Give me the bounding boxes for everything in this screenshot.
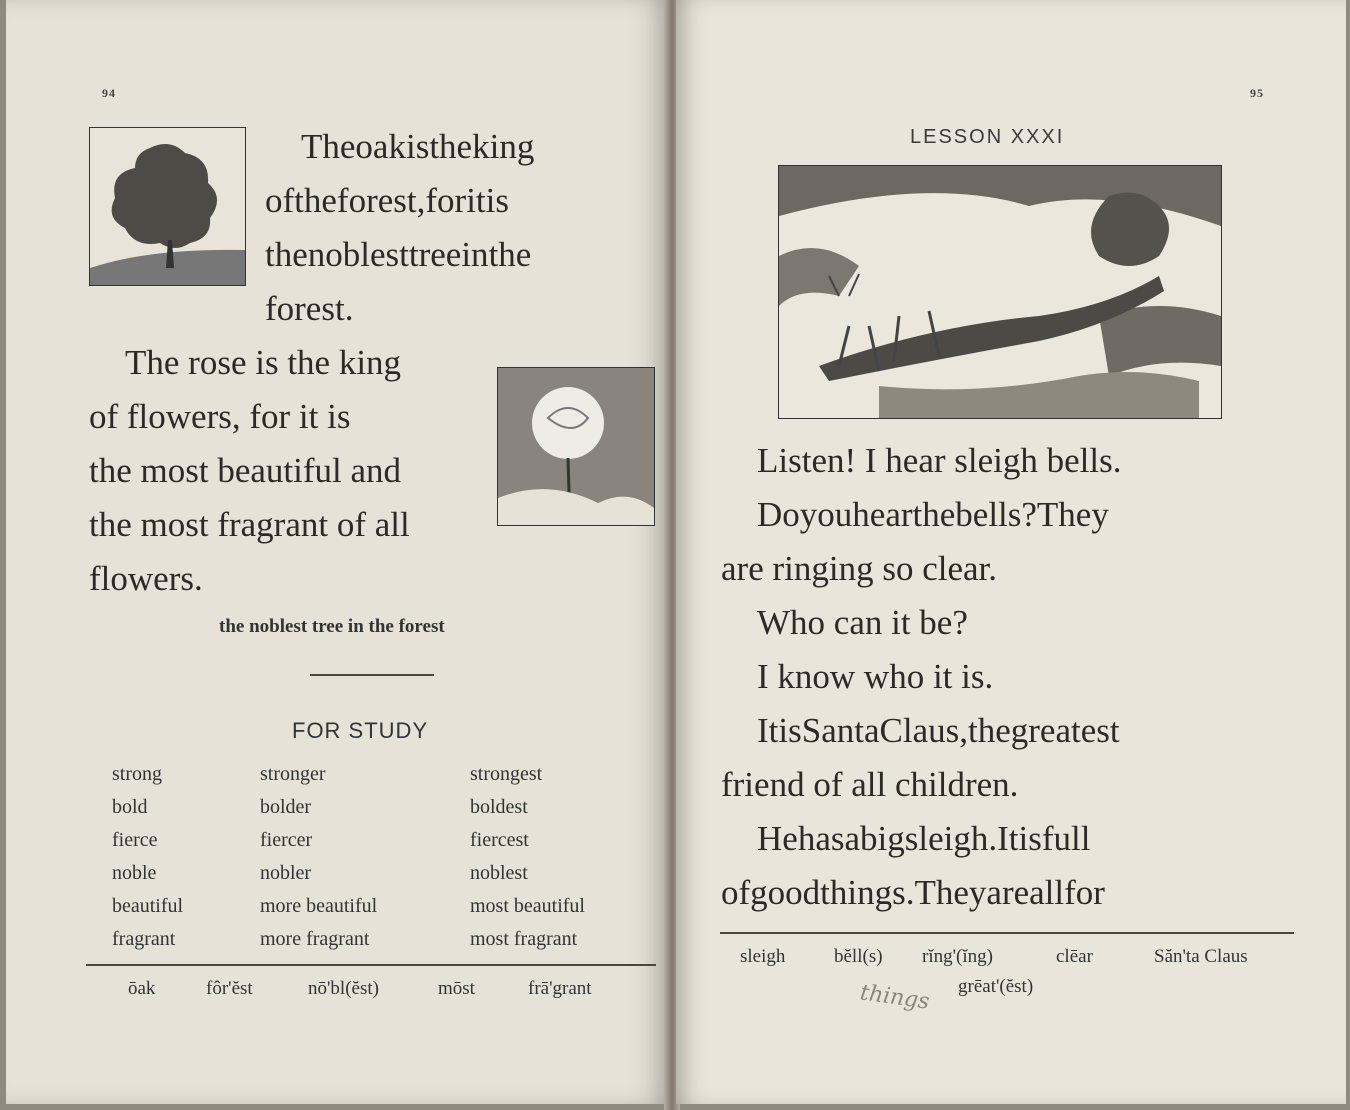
text-line: friend of all children. (721, 765, 1019, 804)
page-number: 94 (102, 86, 116, 100)
study-column (112, 758, 183, 956)
text-line: are ringing so clear. (721, 549, 998, 588)
section-heading: FOR STUDY (292, 718, 429, 743)
pronunciation-word: frā'grant (528, 978, 592, 999)
text-line: thenoblesttreeinthe (265, 235, 532, 274)
pronunciation-word: ōak (128, 978, 156, 999)
divider (310, 674, 434, 676)
text-line: the most fragrant of all (89, 505, 410, 544)
text-line: Doyouhearthebells?They (757, 495, 1109, 534)
caption: the noblest tree in the forest (219, 616, 445, 637)
word: noblest (470, 862, 528, 884)
pronunciation-word: mōst (438, 978, 475, 999)
text-line: I know who it is. (757, 657, 994, 696)
text-line: Who can it be? (757, 603, 968, 642)
footer-rule (86, 964, 656, 966)
word: boldest (470, 796, 528, 818)
text-line: ofgoodthings.Theyareallfor (721, 873, 1105, 912)
pronunciation-word: clēar (1056, 946, 1093, 967)
word: most fragrant (470, 928, 578, 950)
text-line: Listen! I hear sleigh bells. (757, 441, 1122, 480)
rose-paragraph (89, 336, 479, 606)
word: stronger (260, 763, 326, 785)
text-line: Theoakistheking (301, 127, 535, 166)
text-line: The rose is the king (125, 343, 402, 382)
page-number: 95 (1250, 86, 1264, 100)
handwritten-note: things (858, 980, 931, 1015)
word: fiercer (260, 829, 313, 851)
pronunciation-word: fôr'ĕst (206, 978, 253, 999)
text-line: ItisSantaClaus,thegreatest (757, 711, 1120, 750)
rose-illustration (497, 367, 655, 526)
pronunciation-word: grēat'(ĕst) (958, 976, 1034, 997)
word: beautiful (112, 895, 184, 917)
word: more beautiful (260, 895, 378, 917)
text-line: the most beautiful and (89, 451, 402, 490)
word: fragrant (112, 928, 176, 950)
word: more fragrant (260, 928, 370, 950)
word: strong (112, 763, 162, 785)
pronunciation-word: sleigh (740, 946, 786, 967)
oak-tree-illustration (89, 127, 246, 286)
left-page (6, 0, 668, 1104)
text-line: of flowers, for it is (89, 397, 351, 436)
pronunciation-word: rĭng'(ĭng) (922, 946, 993, 967)
oak-paragraph (265, 120, 651, 336)
santa-sleigh-illustration (778, 165, 1222, 419)
word: noble (112, 862, 157, 884)
lesson-text (721, 434, 1286, 920)
word: fiercest (470, 829, 529, 851)
study-column (260, 758, 377, 956)
study-column (470, 758, 585, 956)
pronunciation-word: nō'bl(ĕst) (308, 978, 379, 999)
footer-rule (720, 932, 1294, 934)
text-line: forest. (265, 289, 354, 328)
lesson-title: LESSON XXXI (910, 126, 1065, 148)
word: fierce (112, 829, 158, 851)
word: bolder (260, 796, 312, 818)
text-line: flowers. (89, 559, 203, 598)
right-page (676, 0, 1346, 1104)
text-line: oftheforest,foritis (265, 181, 509, 220)
word: bold (112, 796, 148, 818)
word: strongest (470, 763, 543, 785)
word: most beautiful (470, 895, 585, 917)
pronunciation-word: bĕll(s) (834, 946, 883, 967)
word: nobler (260, 862, 312, 884)
pronunciation-word: Săn'ta Claus (1154, 946, 1248, 967)
text-line: Hehasabigsleigh.Itisfull (757, 819, 1091, 858)
